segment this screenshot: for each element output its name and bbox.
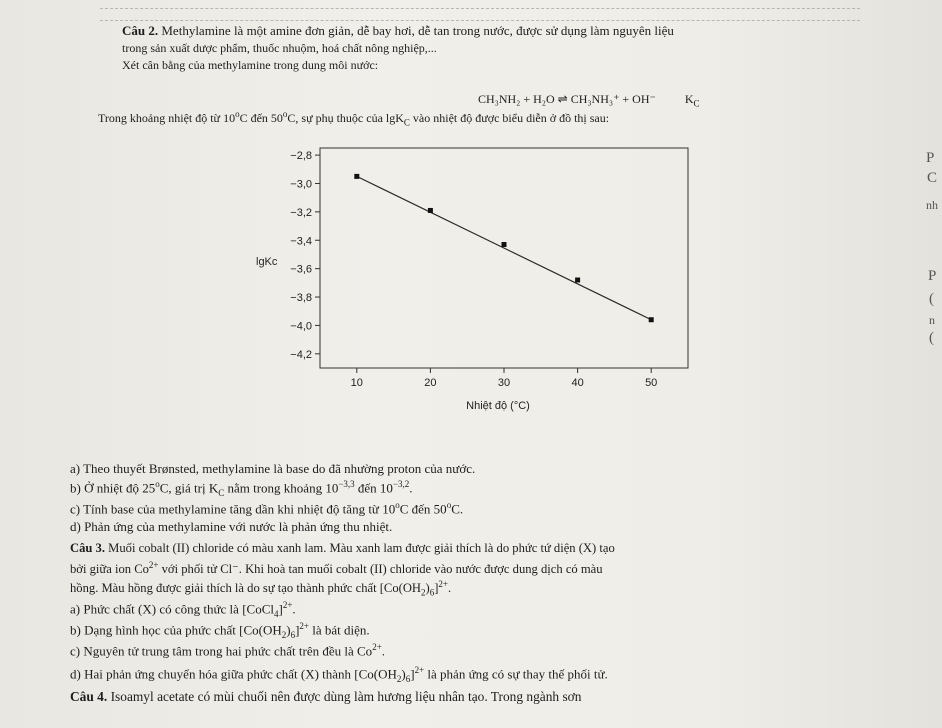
- data-point: [354, 174, 359, 179]
- trend-line: [357, 176, 651, 319]
- q3-line3: hồng. Màu hồng được giải thích là do sự tạo thành phức chất $[Co(OH_2)_6]^{2+}$.: [70, 579, 452, 598]
- x-tick-label: 40: [571, 377, 584, 389]
- edge-letter: nh: [926, 198, 938, 212]
- q3-statement-b: b) Dạng hình học của phức chất $[Co(OH_2)_6]^{2+}$ là bát diện.: [70, 621, 370, 640]
- x-tick-label: 20: [424, 377, 437, 389]
- y-tick-label: −3,0: [290, 178, 312, 191]
- edge-letter: P: [926, 150, 935, 166]
- q2-equation: CH₃NH₂ + H₂O ⇌ CH₃NH₃⁺ + OH⁻ $K_C$: [478, 92, 700, 109]
- q2-line2: trong sản xuất dược phẩm, thuốc nhuộm, hoá chất nông nghiệp,...: [122, 41, 437, 55]
- x-tick-label: 10: [350, 377, 363, 389]
- data-point: [649, 317, 654, 322]
- q3-line2: bởi giữa ion $Co^{2+}$ với phối tử Cl⁻. Khi hoà tan muối cobalt (II) chloride vào nước được dung dịch có màu: [70, 560, 603, 577]
- q4-line1: Câu 4. Isoamyl acetate có mùi chuối nên được dùng làm hương liệu nhân tạo. Trong ngành sơn: [70, 689, 582, 704]
- y-tick-label: −4,2: [290, 348, 312, 361]
- edge-letter: P: [928, 268, 937, 284]
- edge-letter: n: [929, 313, 935, 327]
- q3-statement-d: d) Hai phản ứng chuyển hóa giữa phức chất (X) thành $[Co(OH_2)_6]^{2+}$ là phản ứng có sự thay thế phối tử.: [70, 665, 608, 684]
- y-tick-label: −2,8: [290, 150, 312, 163]
- q3-title: Câu 3.: [70, 541, 105, 555]
- q2-statement-c: c) Tính base của methylamine tăng dần khi nhiệt độ tăng từ 10$^o$C đến 50$^o$C.: [70, 500, 464, 517]
- data-point: [502, 242, 507, 247]
- q4-title: Câu 4.: [70, 689, 108, 704]
- y-tick-label: −3,6: [290, 263, 312, 276]
- x-tick-label: 30: [497, 377, 511, 389]
- edge-letter: (: [929, 330, 934, 346]
- q2-line4: Trong khoảng nhiệt độ từ 10$^o$C đến 50$^o$C, sự phụ thuộc của lgK$_C$ vào nhiệt độ được biểu diễn ở đồ thị sau:: [98, 109, 610, 128]
- x-axis-label: Nhiệt độ (°C): [466, 400, 530, 412]
- q2-line1: Câu 2. Methylamine là một amine đơn giản, dễ bay hơi, dễ tan trong nước, được sử dụng làm nguyên liệu: [122, 23, 674, 38]
- q3-statement-a: a) Phức chất (X) có công thức là [CoCl$_4$]$^{2+}$.: [70, 600, 296, 619]
- y-tick-label: −3,2: [290, 206, 312, 219]
- q2-line3: Xét cân bằng của methylamine trong dung môi nước:: [122, 58, 379, 72]
- y-tick-label: −3,4: [290, 235, 312, 248]
- edge-letter: (: [929, 291, 934, 307]
- q2-title: Câu 2.: [122, 23, 159, 38]
- data-point: [428, 208, 433, 213]
- data-point: [575, 278, 580, 283]
- q2-statement-a: a) Theo thuyết Brønsted, methylamine là base do đã nhường proton của nước.: [70, 461, 476, 476]
- y-tick-label: −3,8: [290, 292, 312, 305]
- y-axis-label: lgKc: [256, 256, 278, 268]
- x-tick-label: 50: [645, 377, 658, 389]
- plot-frame: [320, 148, 688, 368]
- edge-letter: C: [927, 170, 938, 186]
- q2-statement-b: b) Ở nhiệt độ 25$^o$C, giá trị $K_C$ nằm trong khoảng $10^{-3,3}$ đến $10^{-3,2}$.: [70, 479, 413, 498]
- q3-line1: Câu 3. Muối cobalt (II) chloride có màu xanh lam. Màu xanh lam được giải thích là do phức tứ diện (X) tạo: [70, 541, 615, 555]
- y-tick-label: −4,0: [290, 320, 312, 333]
- q2-statement-d: d) Phản ứng của methylamine với nước là phản ứng thu nhiệt.: [70, 519, 393, 534]
- q3-statement-c: c) Nguyên tử trung tâm trong hai phức chất trên đều là $Co^{2+}$.: [70, 642, 386, 659]
